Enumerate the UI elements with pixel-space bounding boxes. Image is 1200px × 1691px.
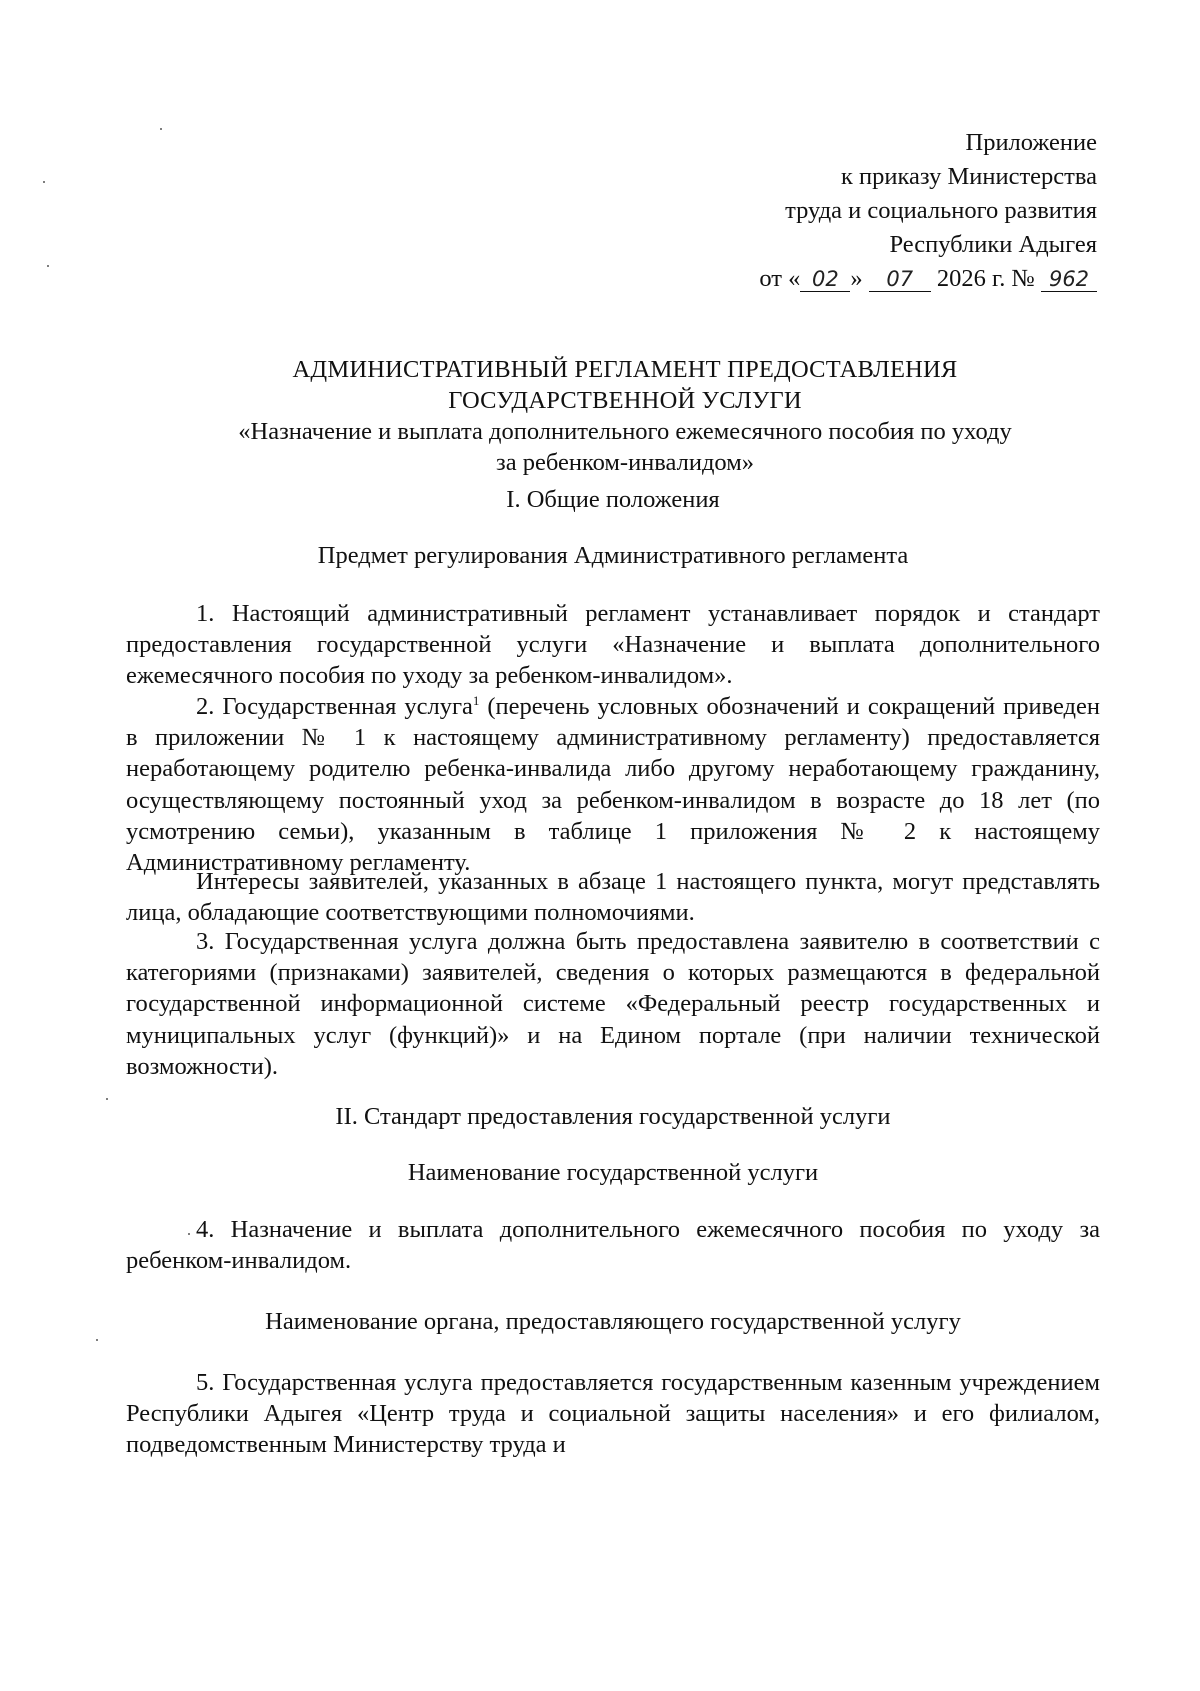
paragraph-2 xyxy=(126,691,1100,878)
paragraph-2-start: 2. Государственная услуга xyxy=(196,693,473,720)
appendix-order-ref: к приказу Министерства xyxy=(841,163,1097,190)
appendix-date-line xyxy=(759,262,1097,296)
section-2-sub-1: Наименование государственной услуги xyxy=(407,1159,819,1186)
paragraph-3: Интересы заявителей, указанных в абзаце 1 настоящего пункта, могут представлять лица, обладающие соответствующими полномочиями. xyxy=(126,868,1100,927)
section-1-subheading: Предмет регулирования Административного регламента xyxy=(317,542,909,569)
paragraph-1: 1. Настоящий административный регламент устанавливает порядок и стандарт предоставления государственной услуги «Назначение и выплата дополнительного ежемесячного пособия по уходу за ребенком-инвалидом». xyxy=(126,600,1100,690)
paragraph-6: 5. Государственная услуга предоставляется государственным казенным учреждением Республики Адыгея «Центр труда и социальной защиты населения» и его филиалом, подведомственным Министерству труда и xyxy=(126,1369,1100,1459)
scan-speck xyxy=(160,128,162,130)
title-line-2: ГОСУДАРСТВЕННОЙ УСЛУГИ xyxy=(448,387,802,414)
scan-speck xyxy=(106,1098,108,1100)
scan-speck xyxy=(43,181,45,183)
footnote-mark: 1 xyxy=(472,692,480,708)
appendix-label: Приложение xyxy=(965,129,1097,156)
title-line-4: за ребенком-инвалидом» xyxy=(496,449,754,476)
date-mid: » xyxy=(850,265,863,292)
scan-speck xyxy=(47,265,49,267)
document-title xyxy=(150,354,1100,478)
paragraph-2-rest: (перечень условных обозначений и сокращений приведен в приложении № 1 к настоящему административному регламенту) предоставляется неработающему родителю ребенка-инвалида либо другому неработающему гражданину, осуществляющему постоянный уход за ребенком-инвалидом в возрасте до 18 лет (по усмотрению семьи), указанным в таблице 1 приложения № 2 к настоящему Административному регламенту. xyxy=(126,693,1100,877)
title-line-1: АДМИНИСТРАТИВНЫЙ РЕГЛАМЕНТ ПРЕДОСТАВЛЕНИЯ xyxy=(292,356,958,383)
date-prefix: от « xyxy=(759,265,801,292)
scan-speck xyxy=(96,1339,98,1341)
section-1-heading: I. Общие положения xyxy=(506,486,720,513)
date-year: 2026 г. № xyxy=(936,265,1035,292)
appendix-header xyxy=(759,126,1097,296)
appendix-ministry: труда и социального развития xyxy=(785,197,1097,224)
handwritten-month: 07 xyxy=(869,267,931,292)
appendix-republic: Республики Адыгея xyxy=(889,231,1097,258)
handwritten-order-number: 962 xyxy=(1041,267,1097,292)
paragraph-4: 3. Государственная услуга должна быть предоставлена заявителю в соответствии с категориями (признаками) заявителей, сведения о которых размещаются в федеральной государственной информационной системе «Федеральный реестр государственных и муниципальных услуг (функций)» и на Едином портале (при наличии технической возможности). xyxy=(126,928,1100,1080)
title-line-3: «Назначение и выплата дополнительного ежемесячного пособия по уходу xyxy=(238,418,1012,445)
section-2-heading: II. Стандарт предоставления государственной услуги xyxy=(335,1103,891,1130)
paragraph-5: 4. Назначение и выплата дополнительного ежемесячного пособия по уходу за ребенком-инвалидом. xyxy=(126,1216,1100,1275)
section-2-sub-2: Наименование органа, предоставляющего государственной услугу xyxy=(265,1308,961,1335)
handwritten-day: 02 xyxy=(800,267,850,292)
